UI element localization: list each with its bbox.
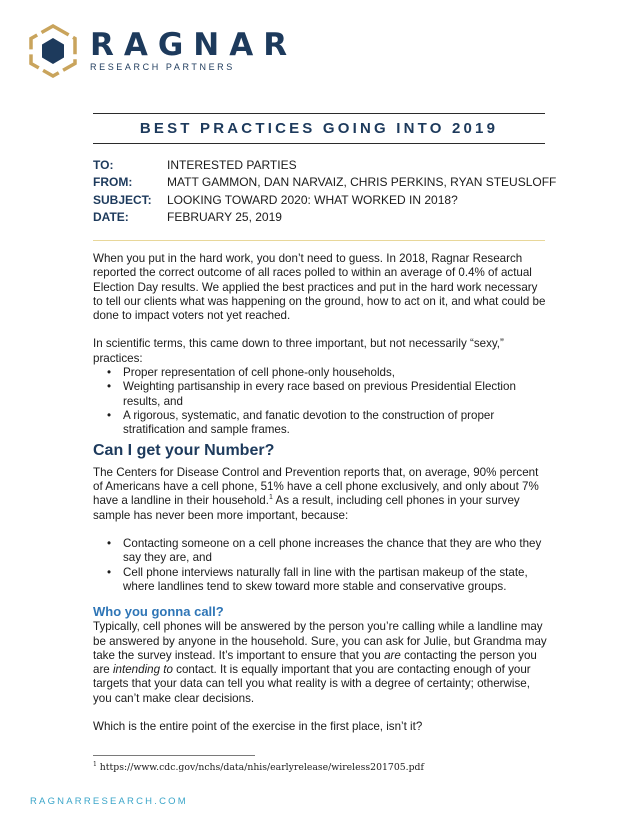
memo-from-row — [93, 174, 556, 192]
call-paragraph: Typically, cell phones will be answered by the person you’re calling while a landline may be answered by anyone in the household. Sure, you can ask for Julie, but Grandma may take the survey instead. It’s important to ensure that you are contacting the person you are intending to contact. It is equally important that you are contacting enough of your targets that your data can tell you what reality is with a degree of certainty; otherwise, you can’t make clear decisions. — [93, 620, 547, 705]
list-item: • Weighting partisanship in every race based on previous Presidential Election results, and — [107, 380, 516, 408]
memo-from-label: FROM: — [93, 175, 133, 190]
memo-header — [93, 156, 556, 226]
memo-body — [93, 252, 548, 734]
memo-date-value: FEBRUARY 25, 2019 — [167, 210, 282, 225]
memo-to-label: TO: — [93, 157, 114, 172]
page-title: BEST PRACTICES GOING INTO 2019 — [139, 120, 499, 137]
memo-to-row — [93, 156, 556, 174]
memo-to-value: INTERESTED PARTIES — [167, 157, 297, 172]
footnote-ref[interactable]: 1 — [268, 494, 273, 502]
logo-name: RAGNAR — [90, 27, 298, 63]
closing-paragraph: Which is the entire point of the exercise in the first place, isn’t it? — [93, 720, 423, 734]
section-heading-call: Who you gonna call? — [93, 604, 224, 620]
list-item: • Contacting someone on a cell phone increases the chance that they are who they say they are, and — [107, 537, 542, 565]
title-bottom-rule — [93, 143, 545, 144]
footer-website[interactable]: RAGNARRESEARCH.COM — [30, 796, 188, 807]
memo-subject-value: LOOKING TOWARD 2020: WHAT WORKED IN 2018? — [167, 192, 458, 207]
list-item: • A rigorous, systematic, and fanatic devotion to the construction of proper stratification and sample frames. — [107, 408, 495, 437]
practices-intro: In scientific terms, this came down to three important, but not necessarily “sexy,” practices: — [93, 337, 504, 365]
logo-tagline: RESEARCH PARTNERS — [90, 62, 235, 72]
footnote-link[interactable]: https://www.cdc.gov/nchs/data/nhis/earlyrelease/wireless201705.pdf — [96, 762, 424, 773]
cdc-paragraph: The Centers for Disease Control and Prevention reports that, on average, 90% percent of Americans have a cell phone, 51% have a cell phone exclusively, and only about 7% have a landline in their household.$^1$ As a result, including cell phones in your survey sample has never been more important, because: — [93, 465, 539, 522]
memo-date-label: DATE: — [93, 210, 129, 225]
memo-divider — [93, 240, 545, 241]
hexagon-logo-icon — [26, 24, 80, 78]
section-heading-number: Can I get your Number? — [93, 441, 275, 459]
memo-date-row — [93, 209, 556, 227]
intro-paragraph: When you put in the hard work, you don’t need to guess. In 2018, Ragnar Research reported the correct outcome of all races polled to within an average of 0.4% of actual Election Day results. We applied the best practices and put in the hard work necessary to tell our clients what was happening on the ground, how to act on it, and what could be done to impact voters not yet reached. — [93, 252, 546, 323]
footnote-divider — [93, 755, 255, 756]
memo-subject-label: SUBJECT: — [93, 192, 152, 207]
practices-list — [93, 366, 548, 437]
list-item: • Cell phone interviews naturally fall in line with the partisan makeup of the state, where landlines tend to skew toward more stable and conservative groups. — [107, 565, 528, 593]
memo-from-value: MATT GAMMON, DAN NARVAIZ, CHRIS PERKINS, RYAN STEUSLOFF — [167, 175, 557, 190]
memo-subject-row — [93, 191, 556, 209]
title-top-rule — [93, 113, 545, 114]
footnote: $^1$ https://www.cdc.gov/nchs/data/nhis/earlyrelease/wireless201705.pdf — [93, 760, 424, 773]
logo — [26, 24, 297, 78]
list-item: • Proper representation of cell phone-only households, — [107, 366, 395, 380]
cell-phone-list — [93, 537, 548, 594]
